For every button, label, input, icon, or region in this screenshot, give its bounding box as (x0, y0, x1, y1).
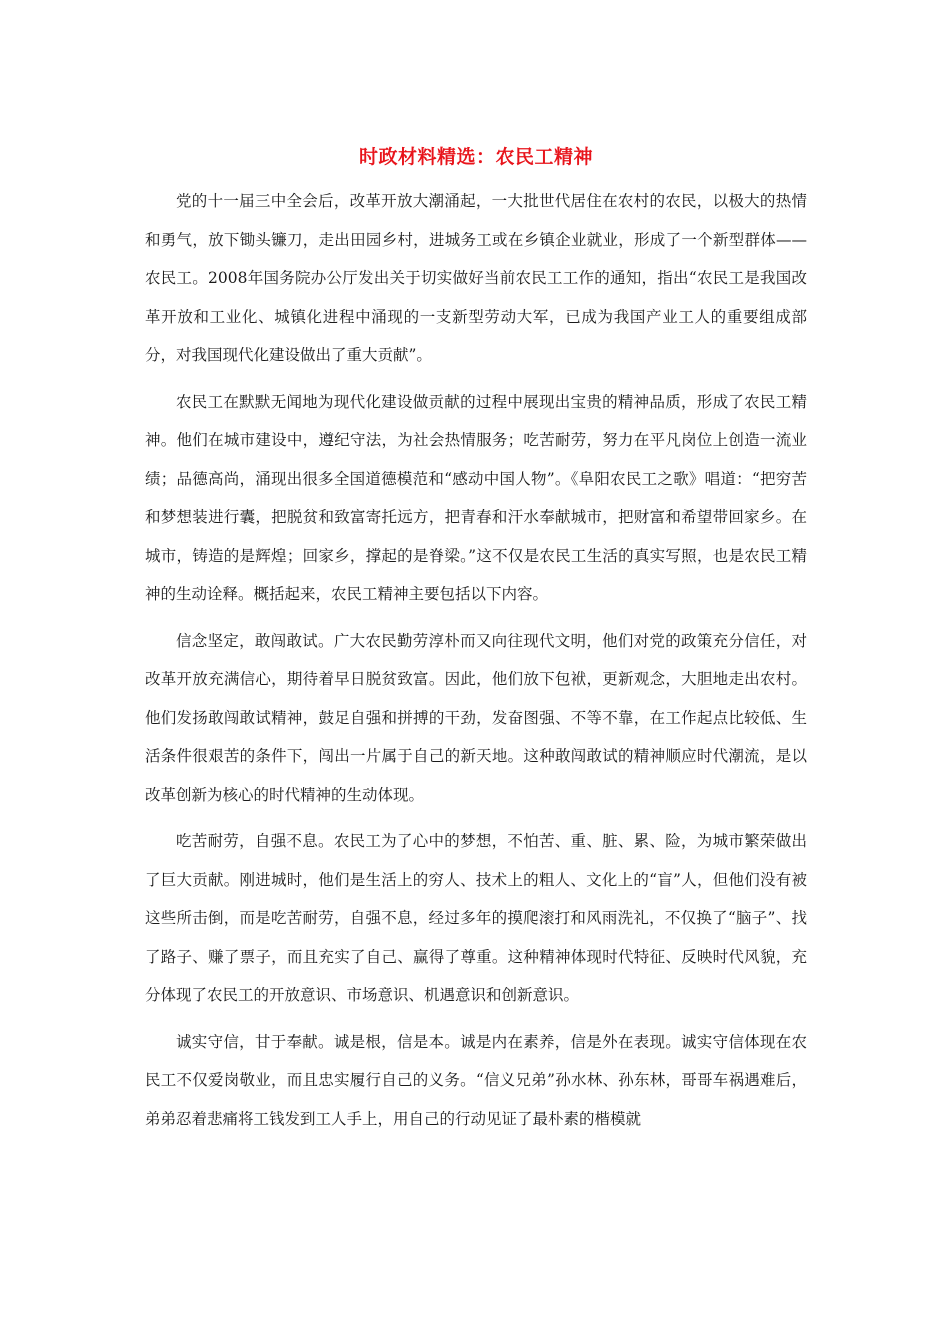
paragraph-3: 信念坚定，敢闯敢试。广大农民勤劳淳朴而又向往现代文明，他们对党的政策充分信任，对改革开放充满信心，期待着早日脱贫致富。因此，他们放下包袱，更新观念，大胆地走出农村。他们发扬敢闯敢试精神，鼓足自强和拼搏的干劲，发奋图强、不等不靠，在工作起点比较低、生活条件很艰苦的条件下，闯出一片属于自己的新天地。这种敢闯敢试的精神顺应时代潮流，是以改革创新为核心的时代精神的生动体现。 (145, 631, 807, 804)
paragraph-5: 诚实守信，甘于奉献。诚是根，信是本。诚是内在素养，信是外在表现。诚实守信体现在农民工不仅爱岗敬业，而且忠实履行自己的义务。“信义兄弟”孙水林、孙东林，哥哥车祸遇难后，弟弟忍着悲痛将工钱发到工人手上，用自己的行动见证了最朴素的楷模就 (145, 1032, 807, 1128)
paragraph-1: 党的十一届三中全会后，改革开放大潮涌起，一大批世代居住在农村的农民，以极大的热情和勇气，放下锄头镰刀，走出田园乡村，进城务工或在乡镇企业就业，形成了一个新型群体——农民工。2008年国务院办公厅发出关于切实做好当前农民工工作的通知，指出“农民工是我国改革开放和工业化、城镇化进程中涌现的一支新型劳动大军，已成为我国产业工人的重要组成部分，对我国现代化建设做出了重大贡献”。 (145, 192, 807, 364)
document-body (145, 138, 807, 1146)
paragraph-4: 吃苦耐劳，自强不息。农民工为了心中的梦想，不怕苦、重、脏、累、险，为城市繁荣做出了巨大贡献。刚进城时，他们是生活上的穷人、技术上的粗人、文化上的“盲”人，但他们没有被这些所击倒，而是吃苦耐劳，自强不息，经过多年的摸爬滚打和风雨洗礼，不仅换了“脑子”、找了路子、赚了票子，而且充实了自己、赢得了尊重。这种精神体现时代特征、反映时代风貌，充分体现了农民工的开放意识、市场意识、机遇意识和创新意识。 (145, 832, 807, 1004)
document-title: 时政材料精选：农民工精神 (358, 146, 593, 168)
paragraph-2: 农民工在默默无闻地为现代化建设做贡献的过程中展现出宝贵的精神品质，形成了农民工精神。他们在城市建设中，遵纪守法，为社会热情服务；吃苦耐劳，努力在平凡岗位上创造一流业绩；品德高尚，涌现出很多全国道德模范和“感动中国人物”。《阜阳农民工之歌》唱道：“把穷苦和梦想装进行囊，把脱贫和致富寄托远方，把青春和汗水奉献城市，把财富和希望带回家乡。在城市，铸造的是辉煌；回家乡，撑起的是脊梁。”这不仅是农民工生活的真实写照，也是农民工精神的生动诠释。概括起来，农民工精神主要包括以下内容。 (145, 392, 807, 603)
